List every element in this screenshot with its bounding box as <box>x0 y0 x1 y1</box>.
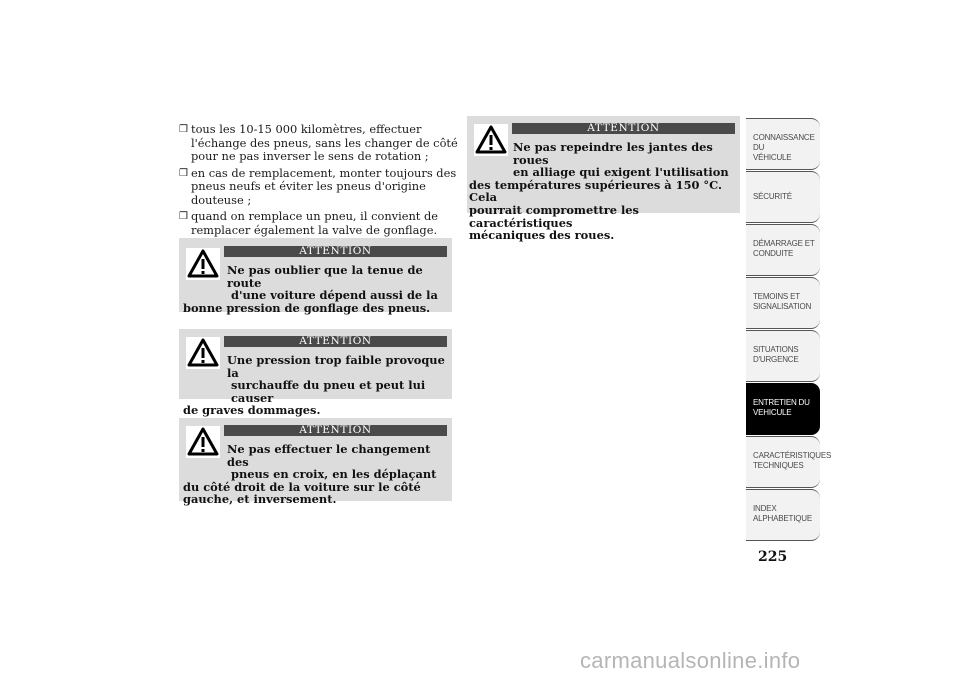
checkbox-bullet-icon: ❒ <box>179 211 188 222</box>
page-number: 225 <box>758 549 788 565</box>
bullet-line: en cas de remplacement, monter toujours des <box>191 165 457 180</box>
tab-entretien-du-vehicule[interactable]: ENTRETIEN DU VEHICULE <box>746 383 820 435</box>
warning-title: ATTENTION <box>224 425 447 436</box>
warning-text: Une pression trop faible provoque la surchauffe du pneu et peut lui causer de graves dommages. <box>183 353 445 418</box>
warning-box-cross-rotation <box>179 418 452 507</box>
tab-caracteristiques-techniques[interactable]: CARACTÉRISTIQUES TECHNIQUES <box>746 436 820 488</box>
warning-title: ATTENTION <box>512 123 735 134</box>
tab-temoins-et-signalisation[interactable]: TEMOINS ET SIGNALISATION <box>746 277 820 329</box>
bullet-line: tous les 10-15 000 kilomètres, effectuer <box>191 122 422 136</box>
bullet-line: remplacer également la valve de gonflage. <box>191 222 438 237</box>
warning-box-low-pressure <box>179 329 452 418</box>
checkbox-bullet-icon: ❒ <box>179 124 188 135</box>
tab-situations-d-urgence[interactable]: SITUATIONS D'URGENCE <box>746 330 820 382</box>
warning-title: ATTENTION <box>224 336 447 347</box>
tab-connaissance-du-vehicule[interactable]: CONNAISSANCE DU VÉHICULE <box>746 118 820 170</box>
bullet-list <box>179 123 459 240</box>
warning-box-tire-pressure-handling <box>179 238 452 315</box>
bullet-line: l'échange des pneus, sans les changer de côté <box>191 135 458 150</box>
warning-text: Ne pas oublier que la tenue de route d'une voiture dépend aussi de la bonne pression de gonflage des pneus. <box>183 263 438 315</box>
warning-box-alloy-wheels <box>467 116 740 243</box>
watermark: carmanualsonline.info <box>580 648 801 673</box>
tab-securite[interactable]: SÉCURITÉ <box>746 171 820 223</box>
checkbox-bullet-icon: ❒ <box>179 167 188 179</box>
bullet-line: pneus neufs et éviter les pneus d'origine <box>191 179 426 193</box>
chapter-tabs <box>746 118 832 542</box>
list-item <box>179 210 459 237</box>
tab-index-alphabetique[interactable]: INDEX ALPHABETIQUE <box>746 489 820 541</box>
warning-title: ATTENTION <box>224 246 447 257</box>
warning-text: Ne pas effectuer le changement des pneus en croix, en les déplaçant du côté droit de la voiture sur le côté gauche, et inversement. <box>183 442 437 507</box>
bullet-line: quand on remplace un pneu, il convient de <box>191 209 439 223</box>
bullet-line: douteuse ; <box>191 192 252 207</box>
warning-text: Ne pas repeindre les jantes des roues en alliage qui exigent l'utilisation des températures supérieures à 150 °C. Cela pourrait compromettre les caractéristiques mécaniques des roues. <box>469 140 729 243</box>
bullet-line: pour ne pas inverser le sens de rotation ; <box>191 149 429 163</box>
tab-demarrage-et-conduite[interactable]: DÉMARRAGE ET CONDUITE <box>746 224 820 276</box>
list-item <box>179 123 459 164</box>
list-item <box>179 167 459 208</box>
